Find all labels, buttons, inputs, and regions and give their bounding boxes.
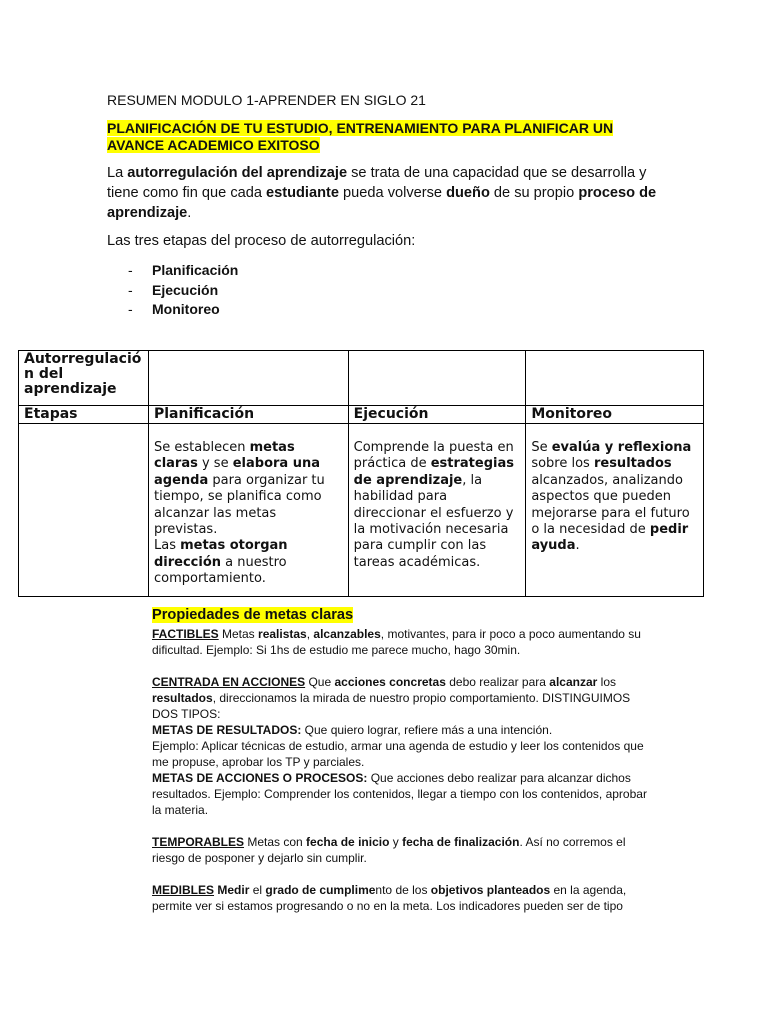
property-bold: METAS DE RESULTADOS:	[152, 723, 302, 737]
intro-bold: autorregulación del aprendizaje	[127, 165, 348, 181]
intro-text: .	[187, 205, 192, 221]
properties-heading-text: Propiedades de metas claras	[152, 607, 354, 623]
property-text: debo realizar para	[445, 675, 550, 689]
list-dash: -	[128, 262, 133, 278]
corner-text: Autorregulació	[24, 351, 142, 367]
property-term: MEDIBLES	[152, 883, 215, 897]
table-header-row	[19, 406, 704, 424]
corner-text: n del	[24, 366, 64, 382]
table-header-cell: Ejecución	[348, 406, 526, 424]
list-dash: -	[128, 301, 133, 317]
cell-bold: metas claras	[153, 440, 295, 472]
intro-text: pueda volverse	[339, 185, 447, 201]
properties-section	[152, 626, 652, 914]
section-heading-line-1: PLANIFICACIÓN DE TU ESTUDIO, ENTRENAMIENTO PARA PLANIFICAR UN	[107, 120, 614, 136]
corner-text: aprendizaje	[24, 381, 117, 397]
property-text: , motivantes, para ir poco a poco aumentando su dificultad. Ejemplo: Si 1hs de estudio me parece mucho, hago 30min.	[152, 627, 641, 657]
property-bold: METAS DE ACCIONES O PROCESOS:	[152, 771, 368, 785]
cell-text: Se establecen	[153, 440, 250, 455]
cell-text: Se	[531, 440, 552, 455]
table-cell	[526, 351, 704, 406]
property-centrada	[152, 674, 652, 722]
stages-table	[18, 350, 704, 597]
property-text: Metas	[218, 627, 259, 641]
property-bold: resultados	[152, 691, 213, 705]
property-bold: fecha de inicio	[306, 835, 390, 849]
intro-text: se trata de una capacidad que se desarrolla y tiene como fin que cada	[107, 165, 647, 201]
cell-text: Comprende la puesta en práctica de	[353, 440, 514, 472]
intro-bold: proceso de aprendizaje	[107, 185, 657, 221]
list-item-label: Monitoreo	[152, 301, 220, 317]
table-row	[19, 351, 704, 406]
cell-text: a nuestro comportamiento.	[153, 554, 287, 587]
property-text: Metas con	[244, 835, 307, 849]
property-bold: objetivos planteados	[430, 883, 551, 897]
intro-text: La	[107, 165, 128, 181]
table-row	[19, 424, 704, 597]
table-cell-planificacion	[148, 424, 348, 597]
property-text: nto de los	[375, 883, 431, 897]
property-text: , direccionamos la mirada de nuestro propio comportamiento. DISTINGUIMOS DOS TIPOS:	[152, 691, 631, 721]
property-factibles	[152, 626, 652, 658]
list-dash: -	[128, 281, 133, 298]
cell-text: para organizar tu tiempo, se planifica como alcanzar las metas previstas.	[153, 472, 325, 538]
cell-text: , la habilidad para direccionar el esfuerzo y la motivación necesaria para cumplir con las tareas académicas.	[353, 472, 514, 570]
list-item	[128, 282, 238, 302]
table-cell	[348, 351, 526, 406]
list-item	[128, 301, 238, 321]
list-item-label: Planificación	[152, 262, 239, 278]
property-bold: realistas	[258, 627, 307, 641]
property-text: los	[597, 675, 617, 689]
property-temporables	[152, 834, 652, 866]
table-corner-cell	[19, 351, 149, 406]
cell-text: sobre los	[531, 456, 594, 472]
property-term: FACTIBLES	[152, 627, 219, 641]
table-header-cell: Planificación	[148, 406, 348, 424]
table-cell-ejecucion	[348, 424, 526, 597]
property-text: Que quiero lograr, refiere más a una intención.	[301, 723, 553, 737]
ejemplo-resultados: Ejemplo: Aplicar técnicas de estudio, armar una agenda de estudio y leer los contenidos que me propuse, aprobar los TP y parciales.	[152, 739, 644, 769]
property-text: el	[249, 883, 266, 897]
intro-bold: estudiante	[266, 185, 339, 201]
table-header-cell: Monitoreo	[526, 406, 704, 424]
property-bold: acciones concretas	[334, 675, 446, 689]
cell-bold: pedir ayuda	[531, 522, 689, 554]
property-bold: fecha de finalización	[402, 835, 520, 849]
properties-heading	[152, 607, 353, 623]
cell-text: .	[575, 538, 580, 554]
intro-paragraph	[107, 163, 667, 223]
property-bold: alcanzables	[313, 627, 381, 641]
cell-bold: resultados	[593, 456, 672, 472]
document-title: RESUMEN MODULO 1-APRENDER EN SIGLO 21	[107, 92, 426, 108]
property-bold: alcanzar	[549, 675, 598, 689]
property-term: TEMPORABLES	[152, 835, 245, 849]
cell-text: alcanzados, analizando aspectos que pueden mejorarse para el futuro o la necesidad de	[531, 472, 690, 538]
cell-bold: evalúa y reflexiona	[551, 440, 692, 455]
cell-bold: metas otorgan dirección	[153, 538, 288, 570]
section-heading	[107, 120, 647, 154]
property-text: en la agenda, permite ver si estamos progresando o no en la meta. Los indicadores pueden ser de tipo	[152, 883, 627, 913]
cell-text: y se	[197, 456, 233, 472]
cell-bold: elabora una agenda	[153, 456, 320, 488]
property-text: Que acciones debo realizar para alcanzar dichos resultados. Ejemplo: Comprender los contenidos, llegar a tiempo con los contenidos, aprobar la materia.	[152, 771, 647, 817]
property-text: Que	[305, 675, 335, 689]
property-text: ,	[306, 627, 314, 641]
table-header-cell: Etapas	[19, 406, 149, 424]
metas-resultados	[152, 722, 652, 738]
intro-text: de su propio	[489, 185, 579, 201]
metas-acciones	[152, 770, 652, 818]
property-text: y	[389, 835, 403, 849]
list-item-label: Ejecución	[152, 281, 219, 298]
section-heading-line-2: AVANCE ACADEMICO EXITOSO	[107, 137, 320, 153]
cell-text: Las	[153, 538, 181, 554]
property-term: CENTRADA EN ACCIONES	[152, 675, 306, 689]
property-bold: Medir	[217, 883, 250, 897]
stages-list	[128, 262, 238, 321]
table-cell	[148, 351, 348, 406]
property-text: . Así no corremos el riesgo de posponer y dejarlo sin cumplir.	[152, 835, 626, 865]
intro-bold: dueño	[446, 185, 490, 201]
cell-bold: estrategias de aprendizaje	[353, 456, 514, 488]
stages-lead: Las tres etapas del proceso de autorregulación:	[107, 233, 416, 249]
property-bold: grado de cumplime	[265, 883, 376, 897]
table-cell-monitoreo	[526, 424, 704, 597]
list-item	[128, 262, 238, 282]
property-medibles	[152, 882, 652, 914]
table-cell	[19, 424, 149, 597]
